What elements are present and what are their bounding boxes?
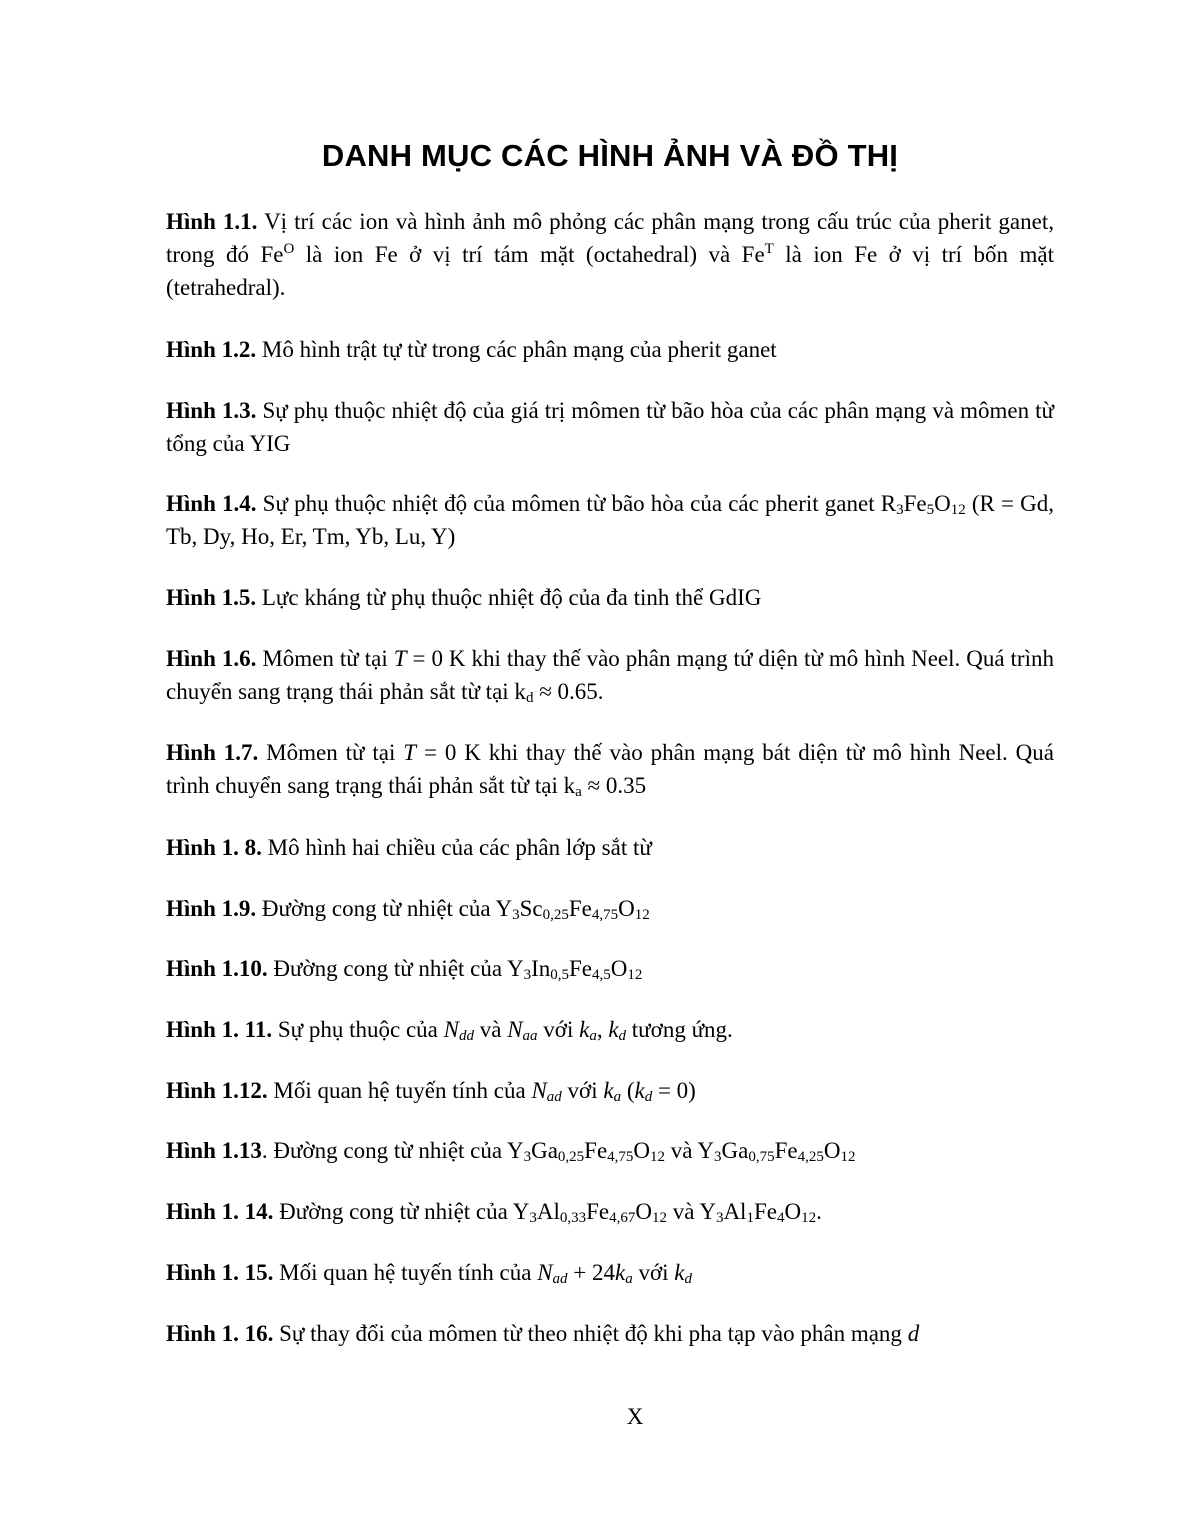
subscript: 12 bbox=[634, 907, 650, 923]
superscript: O bbox=[283, 241, 295, 257]
italic-subscript: a bbox=[613, 1089, 622, 1105]
subscript: 4,5 bbox=[592, 967, 611, 983]
figure-label: Hình 1.5. bbox=[166, 585, 257, 610]
figure-label: Hình 1.4. bbox=[166, 491, 257, 516]
page-number: X bbox=[626, 1404, 644, 1429]
figure-label: Hình 1. 11. bbox=[166, 1017, 273, 1042]
entry-text: Al bbox=[723, 1199, 747, 1224]
figure-entry-1-16 bbox=[166, 1317, 1054, 1350]
subscript: 12 bbox=[650, 1149, 666, 1165]
italic-symbol: k bbox=[608, 1017, 619, 1042]
entry-text: (R = Gd, Tb, Dy, Ho, Er, Tm, Yb, Lu, Y) bbox=[166, 491, 1054, 549]
figure-entry-1-3 bbox=[166, 394, 1054, 460]
italic-symbol: T bbox=[403, 740, 417, 765]
subscript: 4,75 bbox=[607, 1149, 634, 1165]
subscript: 12 bbox=[801, 1210, 817, 1226]
italic-symbol: k bbox=[634, 1078, 645, 1103]
italic-subscript: d bbox=[618, 1028, 627, 1044]
entry-text: O bbox=[934, 491, 951, 516]
italic-symbol: d bbox=[907, 1321, 920, 1346]
italic-symbol: N bbox=[443, 1017, 459, 1042]
entry-text: Sc bbox=[519, 896, 543, 921]
subscript: 4 bbox=[776, 1210, 785, 1226]
entry-text: Fe bbox=[569, 956, 593, 981]
italic-symbol: k bbox=[615, 1260, 626, 1285]
entry-text: Sự phụ thuộc nhiệt độ của mômen từ bão hòa của các pherit ganet R bbox=[256, 491, 897, 516]
entry-text: . bbox=[816, 1199, 822, 1224]
subscript: 0,75 bbox=[748, 1149, 775, 1165]
figure-entry-1-4 bbox=[166, 487, 1054, 553]
subscript: 12 bbox=[651, 1210, 667, 1226]
entry-text: O bbox=[633, 1138, 651, 1163]
entry-text: tương ứng. bbox=[626, 1017, 733, 1042]
entry-text: Al bbox=[536, 1199, 560, 1224]
figure-label: Hình 1. 15. bbox=[166, 1260, 274, 1285]
entry-text: Fe bbox=[753, 1199, 777, 1224]
italic-symbol: N bbox=[531, 1078, 547, 1103]
subscript: d bbox=[525, 690, 534, 706]
entry-text: và Y bbox=[666, 1199, 716, 1224]
figure-label: Hình 1.9. bbox=[166, 896, 257, 921]
entry-text: Mô hình trật tự từ trong các phân mạng của pherit ganet bbox=[256, 337, 777, 362]
italic-subscript: d bbox=[644, 1089, 653, 1105]
subscript: 3 bbox=[529, 1210, 537, 1226]
italic-subscript: a bbox=[589, 1028, 597, 1044]
figure-label: Hình 1.10. bbox=[166, 956, 268, 981]
entry-text: Fe bbox=[568, 896, 592, 921]
subscript: a bbox=[575, 784, 582, 800]
entry-text: . Đường cong từ nhiệt của Y bbox=[261, 1138, 524, 1163]
entry-text: ≈ 0.35 bbox=[581, 773, 647, 798]
entry-text: = 0 K khi thay thế vào phân mạng bát diện từ mô hình Neel. Quá trình chuyển sang trạng thái phản sắt từ tại k bbox=[166, 740, 1054, 798]
entry-text: Ga bbox=[531, 1138, 558, 1163]
figure-label: Hình 1.7. bbox=[166, 740, 259, 765]
entry-text: O bbox=[610, 956, 628, 981]
figure-entry-1-7 bbox=[166, 736, 1054, 802]
subscript: 3 bbox=[714, 1149, 722, 1165]
entry-text: Đường cong từ nhiệt của Y bbox=[273, 1199, 530, 1224]
italic-symbol: k bbox=[674, 1260, 685, 1285]
subscript: 1 bbox=[746, 1210, 754, 1226]
italic-subscript: d bbox=[684, 1271, 693, 1287]
entry-text: là ion Fe ở vị trí bốn mặt (tetrahedral). bbox=[166, 242, 1054, 300]
entry-text: Fe bbox=[584, 1138, 608, 1163]
figure-entry-1-9 bbox=[166, 892, 1054, 925]
entry-text: In bbox=[531, 956, 551, 981]
figure-entry-1-10 bbox=[166, 952, 1054, 985]
figure-entry-1-1 bbox=[166, 205, 1054, 304]
subscript: 12 bbox=[840, 1149, 856, 1165]
entry-text: = 0) bbox=[652, 1078, 696, 1103]
subscript: 3 bbox=[512, 907, 520, 923]
entry-text: + 24 bbox=[567, 1260, 616, 1285]
figure-entry-1-5 bbox=[166, 581, 1054, 614]
figure-entry-1-11 bbox=[166, 1013, 1054, 1046]
figure-label: Hình 1.3. bbox=[166, 398, 257, 423]
figure-label: Hình 1. 14. bbox=[166, 1199, 274, 1224]
entry-text: Ga bbox=[721, 1138, 749, 1163]
figure-entry-1-14 bbox=[166, 1195, 1054, 1228]
figure-entry-1-6 bbox=[166, 642, 1054, 708]
entry-text: ( bbox=[621, 1078, 635, 1103]
italic-subscript: ad bbox=[552, 1271, 568, 1287]
subscript: 0,25 bbox=[542, 907, 569, 923]
figure-entry-1-2 bbox=[166, 333, 1054, 366]
italic-subscript: dd bbox=[458, 1028, 474, 1044]
entry-text: Fe bbox=[774, 1138, 798, 1163]
figure-label: Hình 1.13 bbox=[166, 1138, 262, 1163]
subscript: 12 bbox=[627, 967, 643, 983]
entry-text: với bbox=[632, 1260, 675, 1285]
entry-text: là ion Fe ở vị trí tám mặt (octahedral) và Fe bbox=[294, 242, 765, 267]
subscript: 3 bbox=[715, 1210, 724, 1226]
entry-text: Mômen từ tại bbox=[256, 646, 394, 671]
entry-text: Fe bbox=[586, 1199, 610, 1224]
subscript: 4,25 bbox=[797, 1149, 824, 1165]
italic-symbol: N bbox=[507, 1017, 523, 1042]
entry-text: Sự phụ thuộc của bbox=[272, 1017, 444, 1042]
entry-text: Fe bbox=[903, 491, 927, 516]
entry-text: = 0 K khi thay thế vào phân mạng tứ diện từ mô hình Neel. Quá trình chuyển sang trạng thái phản sắt từ tại k bbox=[166, 646, 1054, 704]
subscript: 3 bbox=[896, 502, 904, 518]
subscript: 4,75 bbox=[591, 907, 619, 923]
entry-text: ≈ 0.65. bbox=[533, 679, 604, 704]
subscript: 4,67 bbox=[609, 1210, 636, 1226]
figure-label: Hình 1. 8. bbox=[166, 835, 262, 860]
italic-subscript: aa bbox=[522, 1028, 538, 1044]
subscript: 0,5 bbox=[550, 967, 570, 983]
entry-text: Sự phụ thuộc nhiệt độ của giá trị mômen từ bão hòa của các phân mạng và mômen từ tổng của YIG bbox=[166, 398, 1054, 456]
figure-label: Hình 1.2. bbox=[166, 337, 257, 362]
entry-text: O bbox=[635, 1199, 652, 1224]
figure-label: Hình 1.1. bbox=[166, 209, 258, 234]
entry-text: O bbox=[823, 1138, 841, 1163]
italic-symbol: k bbox=[603, 1078, 614, 1103]
entry-text: , bbox=[596, 1017, 609, 1042]
page-title: DANH MỤC CÁC HÌNH ẢNH VÀ ĐỒ THỊ bbox=[321, 138, 899, 173]
entry-text: và Y bbox=[665, 1138, 715, 1163]
entry-text: O bbox=[784, 1199, 802, 1224]
subscript: 3 bbox=[523, 1149, 532, 1165]
superscript: T bbox=[764, 241, 774, 257]
entry-text: O bbox=[618, 896, 635, 921]
entry-text: Đường cong từ nhiệt của Y bbox=[256, 896, 513, 921]
entry-text: với bbox=[561, 1078, 604, 1103]
italic-symbol: N bbox=[537, 1260, 553, 1285]
italic-symbol: k bbox=[579, 1017, 590, 1042]
entry-text: Vị trí các ion và hình ảnh mô phỏng các phân mạng trong cấu trúc của pherit ganet, trong đó Fe bbox=[166, 209, 1054, 267]
subscript: 3 bbox=[523, 967, 532, 983]
entry-text: Đường cong từ nhiệt của Y bbox=[267, 956, 524, 981]
italic-symbol: T bbox=[393, 646, 407, 671]
entry-text: Mômen từ tại bbox=[258, 740, 404, 765]
italic-subscript: ad bbox=[546, 1089, 562, 1105]
entry-text: Sự thay đổi của mômen từ theo nhiệt độ khi pha tạp vào phân mạng bbox=[273, 1321, 908, 1346]
entry-text: Mối quan hệ tuyến tính của bbox=[273, 1260, 538, 1285]
italic-subscript: a bbox=[625, 1271, 633, 1287]
figure-label: Hình 1.6. bbox=[166, 646, 257, 671]
subscript: 0,25 bbox=[557, 1149, 585, 1165]
figure-label: Hình 1. 16. bbox=[166, 1321, 274, 1346]
figure-entry-1-13 bbox=[166, 1134, 1054, 1167]
figure-label: Hình 1.12. bbox=[166, 1078, 268, 1103]
subscript: 5 bbox=[926, 502, 935, 518]
entry-text: Lực kháng từ phụ thuộc nhiệt độ của đa tinh thể GdIG bbox=[256, 585, 762, 610]
entry-text: và bbox=[473, 1017, 508, 1042]
subscript: 0,33 bbox=[559, 1210, 587, 1226]
entry-text: Mô hình hai chiều của các phân lớp sắt từ bbox=[261, 835, 652, 860]
entry-text: với bbox=[537, 1017, 580, 1042]
figure-entry-1-15 bbox=[166, 1256, 1054, 1289]
figure-entry-1-8 bbox=[166, 831, 1054, 864]
entry-text: Mối quan hệ tuyến tính của bbox=[267, 1078, 532, 1103]
figure-entry-1-12 bbox=[166, 1074, 1054, 1107]
subscript: 12 bbox=[950, 502, 966, 518]
